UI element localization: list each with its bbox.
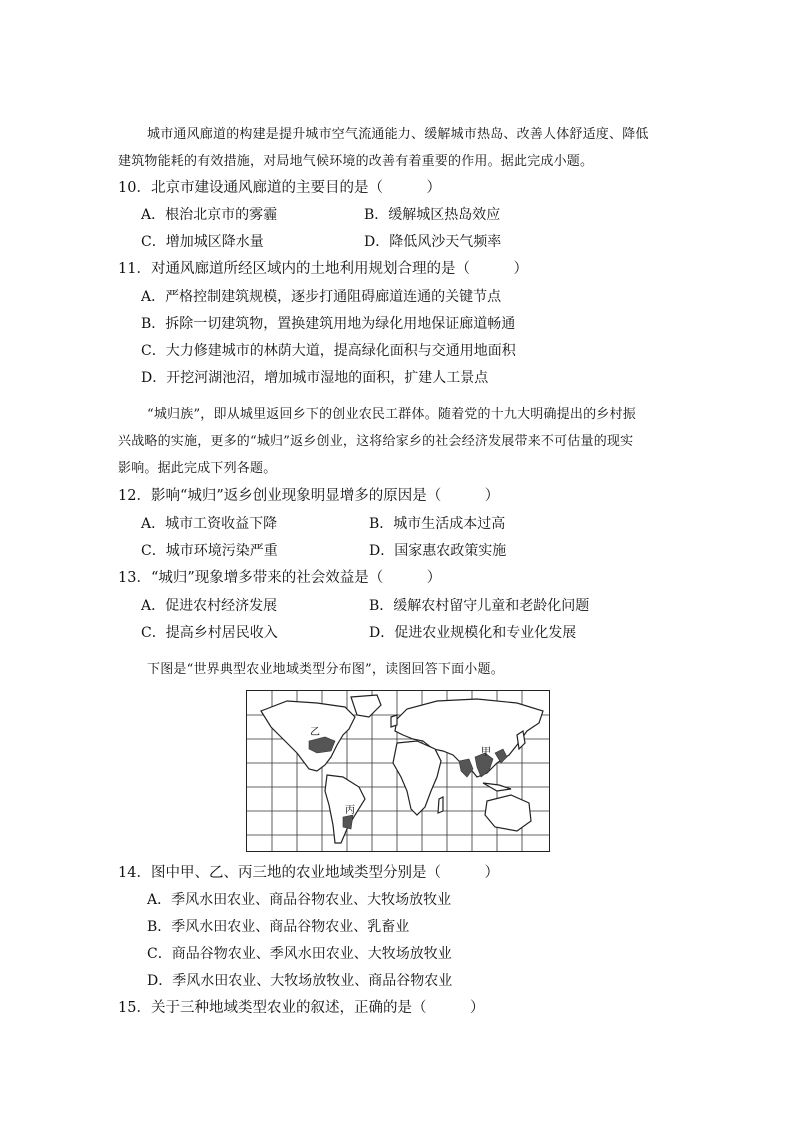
question-11-option-d: D．开挖河湖池沼，增加城市湿地的面积，扩建人工景点: [141, 370, 489, 386]
map-label-yi: 乙: [310, 727, 320, 738]
question-12-option-a: A．城市工资收益下降: [141, 516, 278, 532]
question-14-option-c: C．商品谷物农业、季风水田农业、大牧场放牧业: [147, 946, 452, 962]
map-label-bing: 丙: [345, 805, 355, 816]
question-13-stem: 13．“城归”现象增多带来的社会效益是（ ）: [118, 570, 442, 586]
world-agriculture-map: [246, 690, 550, 852]
question-11-option-b: B．拆除一切建筑物，置换建筑用地为绿化用地保证廊道畅通: [141, 316, 516, 332]
question-12-stem: 12．影响“城归”返乡创业现象明显增多的原因是（ ）: [118, 488, 500, 504]
question-10-option-b: B．缓解城区热岛效应: [364, 207, 501, 223]
question-10-option-a: A．根治北京市的雾霾: [141, 207, 278, 223]
map-label-jia: 甲: [481, 747, 491, 758]
question-10-option-d: D．降低风沙天气频率: [364, 234, 502, 250]
passage-2-line-2: 兴战略的实施，更多的“城归”返乡创业，这将给家乡的社会经济发展带来不可估量的现实: [118, 434, 634, 449]
question-13-option-b: B．缓解农村留守儿童和老龄化问题: [369, 598, 590, 614]
passage-2-line-1: “城归族”，即从城里返回乡下的创业农民工群体。随着党的十九大明确提出的乡村振: [147, 407, 636, 422]
question-10-stem: 10．北京市建设通风廊道的主要目的是（ ）: [118, 180, 441, 196]
question-13-option-a: A．促进农村经济发展: [141, 598, 278, 614]
question-12-option-c: C．城市环境污染严重: [141, 543, 278, 559]
question-11-stem: 11．对通风廊道所经区域内的土地利用规划合理的是（ ）: [118, 261, 528, 277]
passage-1-line-1: 城市通风廊道的构建是提升城市空气流通能力、缓解城市热岛、改善人体舒适度、降低: [147, 127, 649, 142]
question-14-option-b: B．季风水田农业、商品谷物农业、乳畜业: [147, 919, 410, 935]
question-10-option-c: C．增加城区降水量: [141, 234, 264, 250]
question-15-stem: 15．关于三种地域类型农业的叙述，正确的是（ ）: [118, 1000, 485, 1016]
passage-2-line-3: 影响。据此完成下列各题。: [118, 461, 277, 476]
question-12-option-d: D．国家惠农政策实施: [369, 543, 507, 559]
question-14-option-a: A．季风水田农业、商品谷物农业、大牧场放牧业: [147, 892, 452, 908]
question-14-option-d: D．季风水田农业、大牧场放牧业、商品谷物农业: [147, 973, 453, 989]
question-14-stem: 14．图中甲、乙、丙三地的农业地域类型分别是（ ）: [118, 865, 499, 881]
passage-1-line-2: 建筑物能耗的有效措施，对局地气候环境的改善有着重要的作用。据此完成小题。: [118, 154, 594, 169]
question-12-option-b: B．城市生活成本过高: [369, 516, 506, 532]
passage-3-line-1: 下图是“世界典型农业地域类型分布图”，读图回答下面小题。: [147, 662, 504, 677]
question-13-option-d: D．促进农业规模化和专业化发展: [369, 625, 577, 641]
question-11-option-c: C．大力修建城市的林荫大道，提高绿化面积与交通用地面积: [141, 343, 516, 359]
question-11-option-a: A．严格控制建筑规模，逐步打通阻碍廊道连通的关键节点: [141, 289, 502, 305]
question-13-option-c: C．提高乡村居民收入: [141, 625, 278, 641]
region-pampas: [343, 815, 353, 829]
continent-outlines: [261, 695, 543, 843]
